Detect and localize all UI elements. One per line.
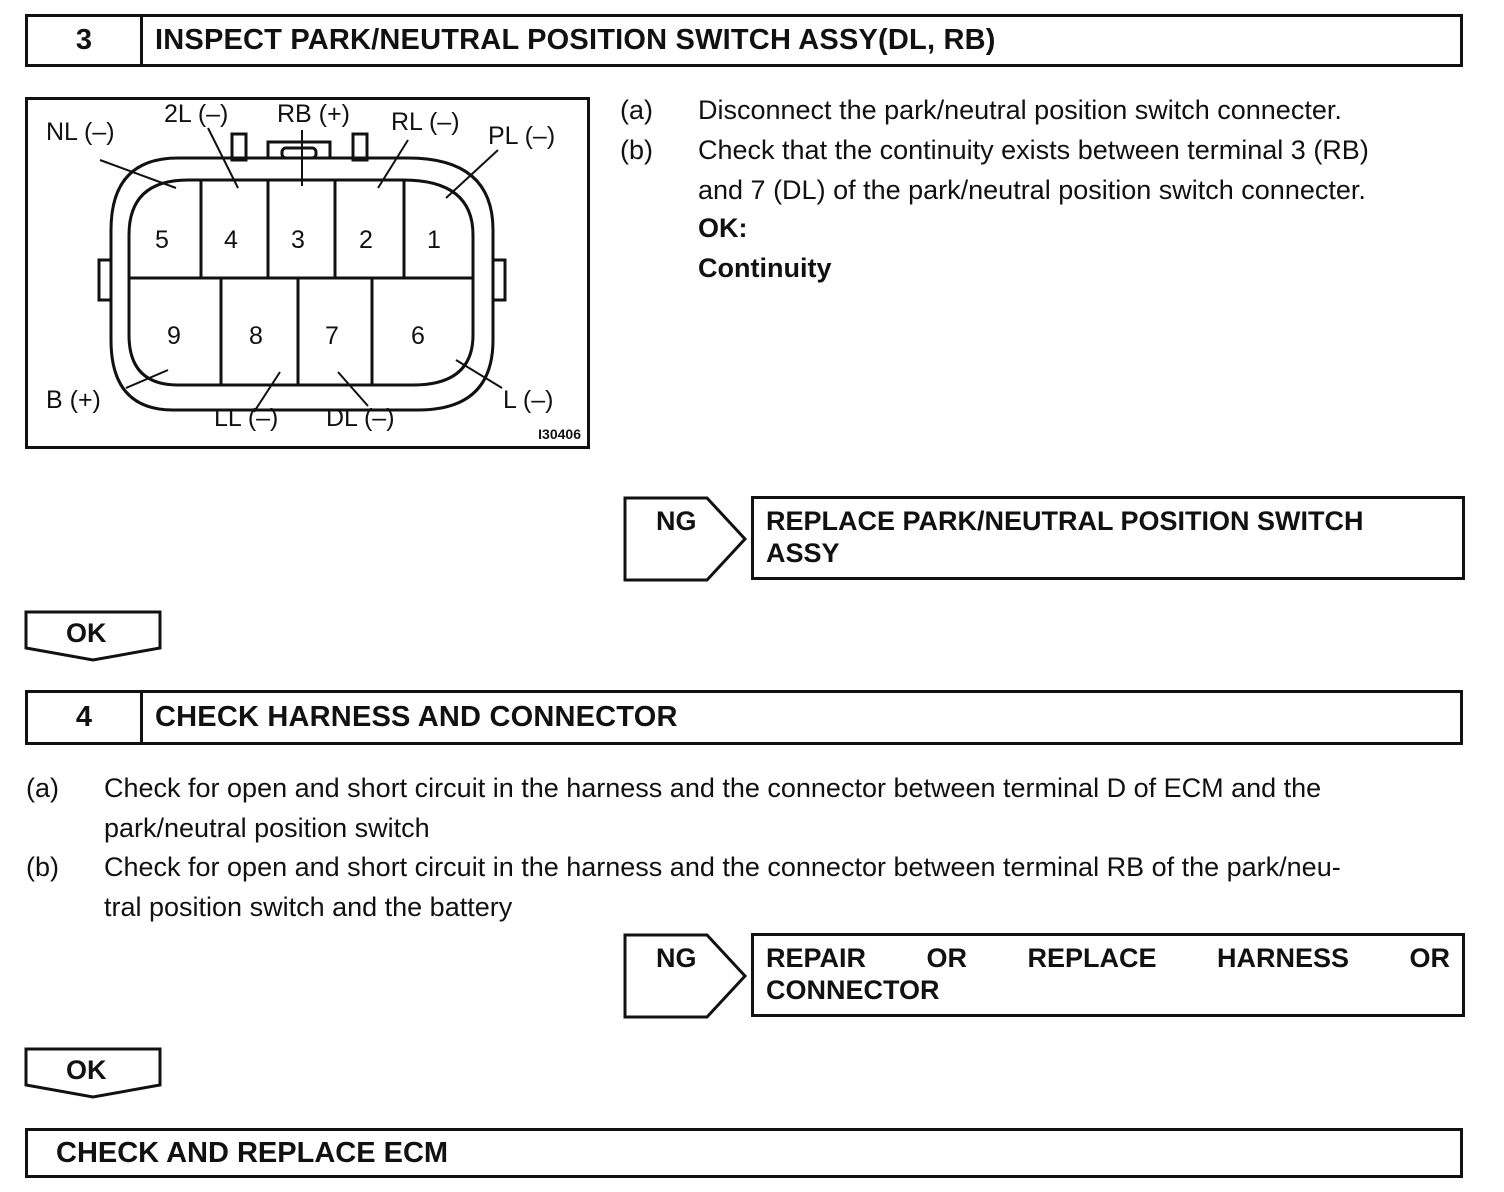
- instruction-text: Disconnect the park/neutral position switch connecter.: [698, 95, 1342, 125]
- pin-number: 1: [427, 226, 441, 254]
- ng-result-line: REPLACE PARK/NEUTRAL POSITION SWITCH: [766, 506, 1364, 536]
- item-text: Check for open and short circuit in the harness and the connector between terminal RB of the park/neu-: [104, 852, 1341, 882]
- ng-result-word: OR: [926, 943, 967, 973]
- leader-pl: [446, 150, 498, 198]
- pin-number: 8: [249, 322, 263, 350]
- ng-label-step4: NG: [656, 943, 697, 973]
- connector-diagram: [25, 97, 590, 449]
- ng-result-word: REPAIR: [766, 943, 867, 973]
- leader-l: [456, 360, 502, 388]
- connector-outline: [111, 158, 493, 410]
- terminal-label-pl: PL (–): [488, 122, 556, 150]
- pin-number: 6: [411, 322, 425, 350]
- ng-result-line: CONNECTOR: [766, 975, 940, 1005]
- step3-instruction-b: [620, 130, 1480, 210]
- top-key: [268, 142, 330, 158]
- figure-id: I30406: [538, 426, 581, 442]
- pin-number: 3: [291, 226, 305, 254]
- pin-number: 2: [359, 226, 373, 254]
- item-text: tral position switch and the battery: [104, 892, 513, 922]
- step3-header: [25, 14, 1463, 67]
- ng-result-step3: [751, 496, 1465, 580]
- top-tab-left: [232, 134, 246, 160]
- pin-number: 5: [155, 226, 169, 254]
- terminal-label-rl: RL (–): [391, 108, 460, 136]
- step4-title: CHECK HARNESS AND CONNECTOR: [155, 701, 678, 733]
- step4-number: 4: [28, 693, 143, 742]
- ok-value: Continuity: [698, 253, 832, 283]
- instruction-label: (b): [620, 135, 653, 165]
- final-action-box: [25, 1128, 1463, 1178]
- terminal-label-ll: LL (–): [214, 404, 279, 432]
- final-action-text: CHECK AND REPLACE ECM: [56, 1136, 449, 1169]
- step4-header: [25, 690, 1463, 745]
- top-key-slot: [282, 148, 316, 158]
- item-label: (a): [26, 773, 59, 803]
- item-text: park/neutral position switch: [104, 813, 430, 843]
- leader-dl: [338, 372, 368, 406]
- terminal-label-dl: DL (–): [326, 404, 395, 432]
- left-latch: [99, 260, 111, 300]
- item-label: (b): [26, 852, 59, 882]
- terminal-label-b: B (+): [46, 386, 101, 414]
- ok-label-step4: OK: [66, 1055, 107, 1085]
- ng-result-word: REPLACE: [1027, 943, 1157, 973]
- step4-item-b: [26, 847, 1466, 927]
- ng-label-step3: NG: [656, 506, 697, 536]
- pin-number: 9: [167, 322, 181, 350]
- ng-result-step4: [751, 933, 1465, 1017]
- ng-result-line: [766, 942, 1450, 974]
- ng-result-word: HARNESS: [1216, 943, 1350, 973]
- instruction-label: (a): [620, 95, 653, 125]
- ok-heading: OK:: [698, 213, 748, 243]
- pin-number: 7: [325, 322, 339, 350]
- pin-number: 4: [224, 226, 238, 254]
- instruction-text: and 7 (DL) of the park/neutral position switch connecter.: [698, 175, 1366, 205]
- instruction-text: Check that the continuity exists between terminal 3 (RB): [698, 135, 1369, 165]
- step4-item-a: [26, 768, 1466, 848]
- top-tab-right: [353, 134, 367, 160]
- ng-result-word: OR: [1409, 943, 1450, 973]
- ng-result-line: ASSY: [766, 538, 840, 568]
- leader-nl: [100, 160, 176, 188]
- leader-b: [126, 370, 168, 388]
- step3-instruction-a: [620, 90, 1480, 130]
- terminal-label-rb: RB (+): [277, 100, 350, 128]
- connector-inner-outline: [129, 180, 473, 385]
- terminal-label-nl: NL (–): [46, 118, 115, 146]
- right-latch: [493, 260, 505, 300]
- item-text: Check for open and short circuit in the harness and the connector between terminal D of ECM and the: [104, 773, 1322, 803]
- step3-title: INSPECT PARK/NEUTRAL POSITION SWITCH ASSY(DL, RB): [155, 24, 996, 56]
- ok-label-step3: OK: [66, 618, 107, 648]
- terminal-label-2l: 2L (–): [164, 100, 229, 128]
- step3-number: 3: [28, 17, 143, 64]
- terminal-label-l: L (–): [503, 386, 554, 414]
